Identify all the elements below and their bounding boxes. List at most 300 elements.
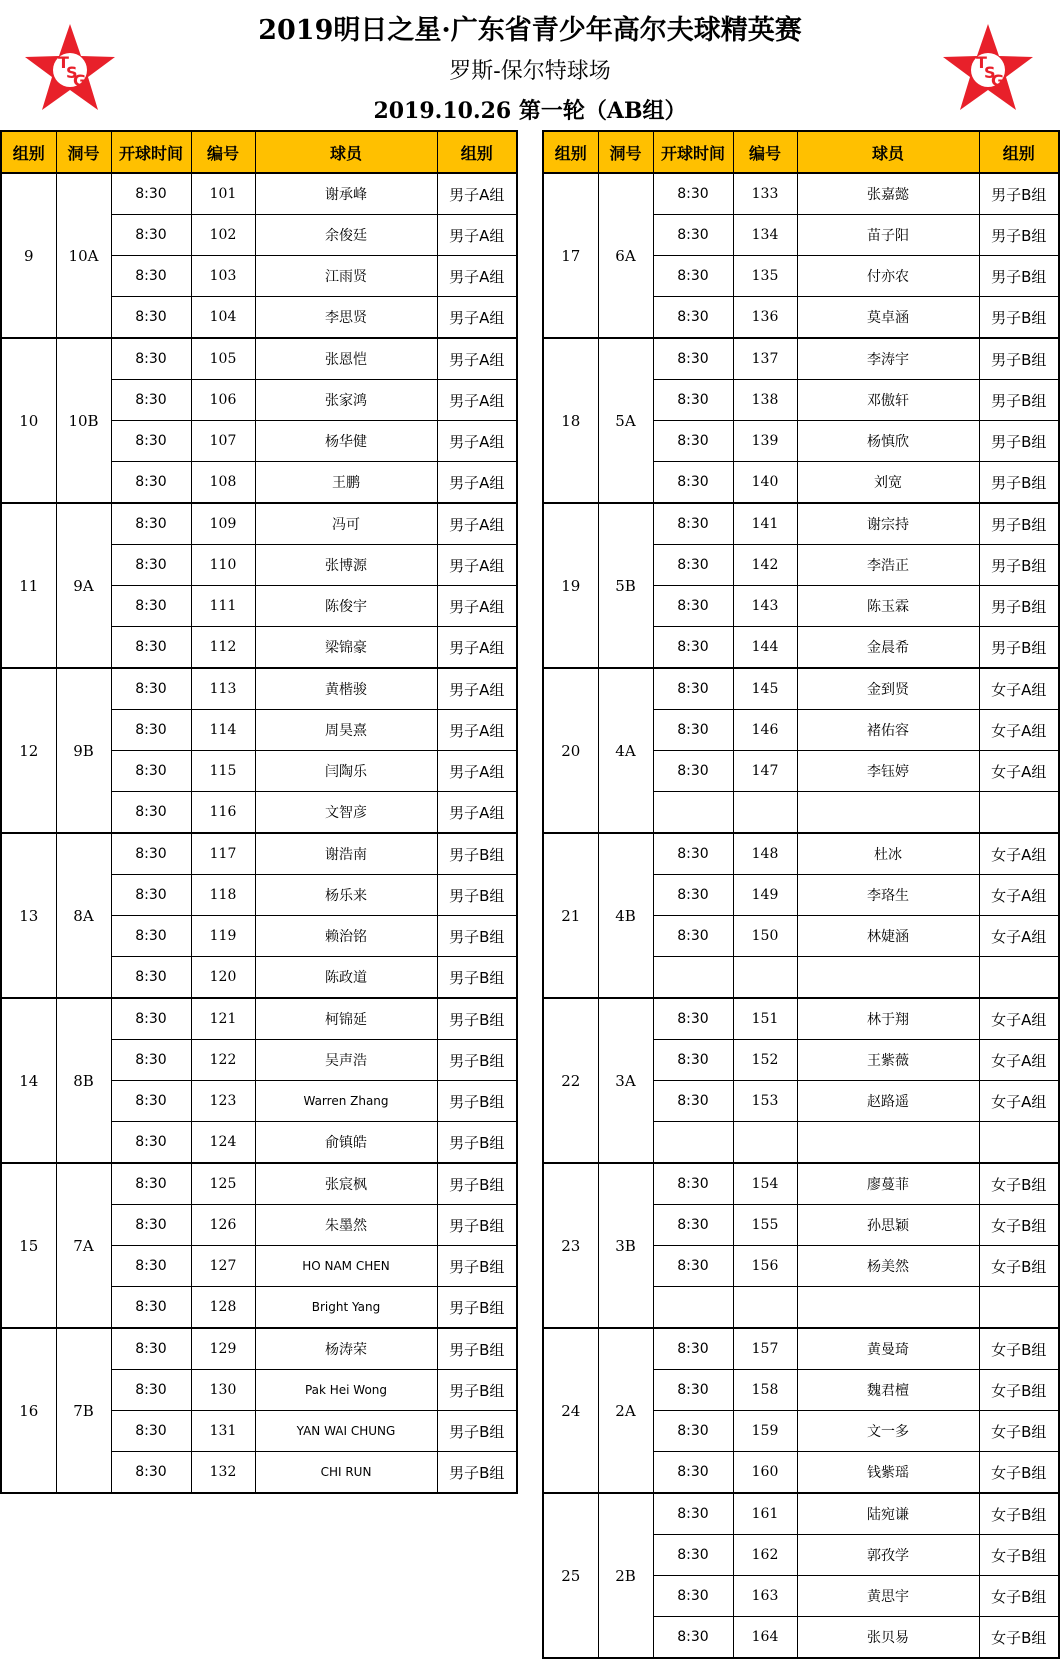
- column-header: 洞号: [56, 131, 111, 173]
- player-category: 男子B组: [437, 1122, 517, 1164]
- player-name: 吴声浩: [255, 1040, 437, 1081]
- player-number: 112: [191, 627, 255, 669]
- player-name: [797, 792, 979, 834]
- player-category: 女子A组: [979, 998, 1059, 1040]
- player-name: 金到贤: [797, 668, 979, 710]
- tee-time: 8:30: [111, 1081, 191, 1122]
- group-number: 18: [543, 338, 598, 503]
- column-header: 组别: [1, 131, 56, 173]
- player-name: 黄楷骏: [255, 668, 437, 710]
- player-category: 男子A组: [437, 215, 517, 256]
- table-row: [543, 173, 1059, 215]
- player-category: 女子B组: [979, 1205, 1059, 1246]
- player-name: 杨慎欣: [797, 421, 979, 462]
- player-category: 女子A组: [979, 916, 1059, 957]
- player-category: 女子B组: [979, 1246, 1059, 1287]
- hole-number: 9B: [56, 668, 111, 833]
- player-category: 男子B组: [437, 833, 517, 875]
- player-category: 男子A组: [437, 338, 517, 380]
- table-row: [1, 668, 517, 710]
- player-category: 女子B组: [979, 1576, 1059, 1617]
- player-number: 115: [191, 751, 255, 792]
- player-name: 陈俊宇: [255, 586, 437, 627]
- player-category: 男子A组: [437, 627, 517, 669]
- tee-time: 8:30: [653, 1205, 733, 1246]
- player-number: 114: [191, 710, 255, 751]
- tee-time: 8:30: [653, 833, 733, 875]
- player-number: 151: [733, 998, 797, 1040]
- player-name: Warren Zhang: [255, 1081, 437, 1122]
- player-name: 张宸枫: [255, 1163, 437, 1205]
- tee-time: 8:30: [111, 545, 191, 586]
- column-header: 开球时间: [111, 131, 191, 173]
- tee-time: 8:30: [111, 1452, 191, 1494]
- player-number: 128: [191, 1287, 255, 1329]
- player-name: [797, 1287, 979, 1329]
- player-name: 谢承峰: [255, 173, 437, 215]
- player-name: 梁锦豪: [255, 627, 437, 669]
- tee-time: 8:30: [653, 1493, 733, 1535]
- player-name: 莫卓涵: [797, 297, 979, 339]
- table-row: [543, 1493, 1059, 1535]
- tee-time: 8:30: [111, 710, 191, 751]
- player-category: 男子B组: [437, 1328, 517, 1370]
- player-number: 142: [733, 545, 797, 586]
- player-number: 160: [733, 1452, 797, 1494]
- player-name: YAN WAI CHUNG: [255, 1411, 437, 1452]
- player-number: 152: [733, 1040, 797, 1081]
- hole-number: 10B: [56, 338, 111, 503]
- player-number: 133: [733, 173, 797, 215]
- player-name: 李思贤: [255, 297, 437, 339]
- tee-time: 8:30: [653, 1617, 733, 1659]
- tee-time: 8:30: [653, 297, 733, 339]
- player-category: 女子A组: [979, 1081, 1059, 1122]
- player-name: 孙思颖: [797, 1205, 979, 1246]
- group-number: 17: [543, 173, 598, 338]
- player-name: 黄曼琦: [797, 1328, 979, 1370]
- player-name: 朱墨然: [255, 1205, 437, 1246]
- tee-time: 8:30: [653, 421, 733, 462]
- player-category: 女子B组: [979, 1452, 1059, 1494]
- tee-time: 8:30: [111, 1411, 191, 1452]
- player-number: 136: [733, 297, 797, 339]
- player-category: 男子A组: [437, 586, 517, 627]
- player-category: 女子A组: [979, 1040, 1059, 1081]
- player-category: [979, 1287, 1059, 1329]
- player-name: 王鹏: [255, 462, 437, 504]
- tee-time: 8:30: [653, 751, 733, 792]
- player-name: [797, 1122, 979, 1164]
- player-number: 134: [733, 215, 797, 256]
- player-number: 141: [733, 503, 797, 545]
- table-row: [543, 668, 1059, 710]
- player-name: 张恩恺: [255, 338, 437, 380]
- column-header: 组别: [437, 131, 517, 173]
- player-number: 146: [733, 710, 797, 751]
- tee-time: 8:30: [111, 462, 191, 504]
- document-title: 2019明日之星·广东省青少年高尔夫球精英赛: [258, 15, 802, 46]
- player-number: 103: [191, 256, 255, 297]
- player-category: 男子A组: [437, 462, 517, 504]
- player-name: [797, 957, 979, 999]
- player-number: 162: [733, 1535, 797, 1576]
- player-category: 女子B组: [979, 1535, 1059, 1576]
- player-name: 文智彦: [255, 792, 437, 834]
- player-category: 男子B组: [979, 297, 1059, 339]
- tee-time: 8:30: [111, 586, 191, 627]
- hole-number: 8B: [56, 998, 111, 1163]
- tee-time: 8:30: [111, 957, 191, 999]
- table-row: [1, 503, 517, 545]
- player-category: [979, 792, 1059, 834]
- player-number: 106: [191, 380, 255, 421]
- tee-time: 8:30: [653, 916, 733, 957]
- tee-time: 8:30: [111, 1163, 191, 1205]
- player-number: 144: [733, 627, 797, 669]
- tee-time: [653, 792, 733, 834]
- player-name: 张贝易: [797, 1617, 979, 1659]
- player-category: [979, 957, 1059, 999]
- tee-time: 8:30: [111, 297, 191, 339]
- player-category: 男子B组: [437, 1081, 517, 1122]
- column-header: 开球时间: [653, 131, 733, 173]
- tee-time: 8:30: [653, 503, 733, 545]
- tee-time: 8:30: [111, 875, 191, 916]
- player-number: 129: [191, 1328, 255, 1370]
- player-number: 153: [733, 1081, 797, 1122]
- player-name: 柯锦延: [255, 998, 437, 1040]
- player-name: 王紫薇: [797, 1040, 979, 1081]
- tee-time: 8:30: [111, 1370, 191, 1411]
- player-number: 116: [191, 792, 255, 834]
- player-name: 郭孜学: [797, 1535, 979, 1576]
- player-number: 102: [191, 215, 255, 256]
- player-name: 褚佑容: [797, 710, 979, 751]
- table-row: [543, 998, 1059, 1040]
- player-name: 江雨贤: [255, 256, 437, 297]
- player-number: 109: [191, 503, 255, 545]
- player-name: 陈政道: [255, 957, 437, 999]
- tee-time: 8:30: [111, 1328, 191, 1370]
- player-category: 男子B组: [437, 957, 517, 999]
- tee-time: 8:30: [111, 421, 191, 462]
- table-row: [543, 1328, 1059, 1370]
- svg-text:S: S: [984, 63, 996, 82]
- player-number: 150: [733, 916, 797, 957]
- player-name: 刘宽: [797, 462, 979, 504]
- player-number: 154: [733, 1163, 797, 1205]
- player-number: 138: [733, 380, 797, 421]
- player-number: 126: [191, 1205, 255, 1246]
- player-name: 陈玉霖: [797, 586, 979, 627]
- tee-time: 8:30: [653, 875, 733, 916]
- player-name: 文一多: [797, 1411, 979, 1452]
- player-name: 谢浩南: [255, 833, 437, 875]
- player-number: 164: [733, 1617, 797, 1659]
- player-number: 107: [191, 421, 255, 462]
- svg-text:G: G: [991, 71, 1005, 90]
- group-number: 13: [1, 833, 56, 998]
- player-category: 男子B组: [979, 462, 1059, 504]
- tee-time-table-left: [0, 130, 518, 1494]
- player-number: 118: [191, 875, 255, 916]
- player-category: 男子A组: [437, 792, 517, 834]
- player-number: 145: [733, 668, 797, 710]
- table-row: [1, 338, 517, 380]
- player-category: 男子B组: [437, 1287, 517, 1329]
- player-category: 男子A组: [437, 297, 517, 339]
- player-number: 113: [191, 668, 255, 710]
- group-number: 16: [1, 1328, 56, 1493]
- player-category: 男子B组: [979, 421, 1059, 462]
- player-number: 131: [191, 1411, 255, 1452]
- player-category: 男子A组: [437, 421, 517, 462]
- tee-time: [653, 1122, 733, 1164]
- player-number: 105: [191, 338, 255, 380]
- player-number: 117: [191, 833, 255, 875]
- player-category: 男子B组: [979, 173, 1059, 215]
- player-category: 女子A组: [979, 875, 1059, 916]
- hole-number: 5A: [598, 338, 653, 503]
- tee-time: 8:30: [111, 792, 191, 834]
- table-row: [543, 338, 1059, 380]
- tee-time: 8:30: [111, 215, 191, 256]
- player-category: 男子B组: [979, 215, 1059, 256]
- hole-number: 5B: [598, 503, 653, 668]
- player-name: 林于翔: [797, 998, 979, 1040]
- player-category: 女子A组: [979, 668, 1059, 710]
- player-category: 女子B组: [979, 1493, 1059, 1535]
- tee-time: 8:30: [653, 215, 733, 256]
- player-name: 李珞生: [797, 875, 979, 916]
- player-category: 男子A组: [437, 751, 517, 792]
- player-category: 男子B组: [437, 1411, 517, 1452]
- player-number: 156: [733, 1246, 797, 1287]
- group-number: 20: [543, 668, 598, 833]
- player-category: 男子B组: [979, 380, 1059, 421]
- tee-time: 8:30: [653, 1246, 733, 1287]
- player-category: 男子B组: [979, 503, 1059, 545]
- round-title: 2019.10.26 第一轮（AB组）: [373, 98, 687, 124]
- player-number: 132: [191, 1452, 255, 1494]
- player-number: 159: [733, 1411, 797, 1452]
- tee-time: 8:30: [111, 1287, 191, 1329]
- player-number: 163: [733, 1576, 797, 1617]
- table-row: [543, 1163, 1059, 1205]
- table-row: [1, 173, 517, 215]
- player-number: 137: [733, 338, 797, 380]
- player-number: 140: [733, 462, 797, 504]
- player-name: 李钰婷: [797, 751, 979, 792]
- player-name: 邓傲轩: [797, 380, 979, 421]
- group-number: 15: [1, 1163, 56, 1328]
- player-name: 周昊熹: [255, 710, 437, 751]
- player-category: 男子B组: [437, 998, 517, 1040]
- tee-time: 8:30: [653, 586, 733, 627]
- table-row: [1, 998, 517, 1040]
- player-category: 男子B组: [437, 1040, 517, 1081]
- player-name: 陆宛谦: [797, 1493, 979, 1535]
- player-number: 143: [733, 586, 797, 627]
- tee-time: 8:30: [653, 1081, 733, 1122]
- player-name: 杨华健: [255, 421, 437, 462]
- tee-time: 8:30: [653, 380, 733, 421]
- column-header: 洞号: [598, 131, 653, 173]
- player-number: 161: [733, 1493, 797, 1535]
- table-header-row: [1, 131, 517, 173]
- player-category: 男子B组: [979, 256, 1059, 297]
- player-name: 杨涛荣: [255, 1328, 437, 1370]
- hole-number: 10A: [56, 173, 111, 338]
- hole-number: 3B: [598, 1163, 653, 1328]
- group-number: 22: [543, 998, 598, 1163]
- tee-time: 8:30: [111, 380, 191, 421]
- player-number: 148: [733, 833, 797, 875]
- group-number: 14: [1, 998, 56, 1163]
- player-name: 杨乐来: [255, 875, 437, 916]
- player-number: 127: [191, 1246, 255, 1287]
- player-name: 廖蔓菲: [797, 1163, 979, 1205]
- tee-time: 8:30: [653, 1040, 733, 1081]
- player-name: 张博源: [255, 545, 437, 586]
- tee-time: 8:30: [111, 256, 191, 297]
- tee-time: 8:30: [111, 1205, 191, 1246]
- player-name: 冯可: [255, 503, 437, 545]
- player-category: 女子B组: [979, 1163, 1059, 1205]
- player-category: 女子A组: [979, 751, 1059, 792]
- tee-time: 8:30: [653, 1535, 733, 1576]
- player-name: 钱紫瑶: [797, 1452, 979, 1494]
- player-category: 男子A组: [437, 545, 517, 586]
- player-name: HO NAM CHEN: [255, 1246, 437, 1287]
- player-number: 101: [191, 173, 255, 215]
- player-number: [733, 792, 797, 834]
- hole-number: 2A: [598, 1328, 653, 1493]
- player-category: 女子A组: [979, 833, 1059, 875]
- player-name: 张家鸿: [255, 380, 437, 421]
- table-row: [1, 1163, 517, 1205]
- svg-text:T: T: [58, 53, 69, 72]
- player-category: 男子A组: [437, 256, 517, 297]
- player-name: 余俊廷: [255, 215, 437, 256]
- column-header: 编号: [191, 131, 255, 173]
- player-number: 135: [733, 256, 797, 297]
- page-header: [0, 0, 1060, 128]
- player-category: [979, 1122, 1059, 1164]
- player-number: 149: [733, 875, 797, 916]
- group-number: 24: [543, 1328, 598, 1493]
- player-category: 男子B组: [437, 1205, 517, 1246]
- player-number: 108: [191, 462, 255, 504]
- player-category: 女子B组: [979, 1617, 1059, 1659]
- player-name: 李浩正: [797, 545, 979, 586]
- player-name: 付亦农: [797, 256, 979, 297]
- column-header: 组别: [979, 131, 1059, 173]
- player-name: 黄思宇: [797, 1576, 979, 1617]
- player-category: 男子B组: [437, 1370, 517, 1411]
- tee-time: [653, 1287, 733, 1329]
- player-category: 女子B组: [979, 1370, 1059, 1411]
- player-name: 李涛宇: [797, 338, 979, 380]
- tee-time: 8:30: [111, 1040, 191, 1081]
- player-number: 157: [733, 1328, 797, 1370]
- tee-time: 8:30: [653, 1576, 733, 1617]
- venue-title: 罗斯-保尔特球场: [449, 59, 611, 84]
- player-number: [733, 957, 797, 999]
- star-logo-icon: [938, 20, 1038, 120]
- svg-text:G: G: [73, 71, 87, 90]
- player-category: 男子B组: [979, 338, 1059, 380]
- group-number: 9: [1, 173, 56, 338]
- player-category: 男子B组: [437, 875, 517, 916]
- player-category: 男子B组: [437, 1246, 517, 1287]
- column-header: 球员: [797, 131, 979, 173]
- tee-time: 8:30: [653, 256, 733, 297]
- group-number: 25: [543, 1493, 598, 1658]
- hole-number: 4B: [598, 833, 653, 998]
- player-number: [733, 1122, 797, 1164]
- player-category: 男子A组: [437, 668, 517, 710]
- tee-time: 8:30: [653, 627, 733, 669]
- player-category: 女子B组: [979, 1411, 1059, 1452]
- column-header: 组别: [543, 131, 598, 173]
- player-name: 俞镇皓: [255, 1122, 437, 1164]
- tee-time: 8:30: [653, 338, 733, 380]
- player-category: 男子B组: [979, 545, 1059, 586]
- hole-number: 9A: [56, 503, 111, 668]
- player-number: 155: [733, 1205, 797, 1246]
- player-number: 124: [191, 1122, 255, 1164]
- tee-time: 8:30: [653, 1328, 733, 1370]
- hole-number: 7A: [56, 1163, 111, 1328]
- tee-time: 8:30: [653, 545, 733, 586]
- table-row: [1, 1328, 517, 1370]
- player-name: 林婕涵: [797, 916, 979, 957]
- tee-time: 8:30: [653, 1411, 733, 1452]
- player-number: 158: [733, 1370, 797, 1411]
- tee-time: 8:30: [653, 668, 733, 710]
- hole-number: 2B: [598, 1493, 653, 1658]
- tee-time-table-right: [542, 130, 1060, 1659]
- tee-time: 8:30: [111, 833, 191, 875]
- table-row: [543, 833, 1059, 875]
- tee-time: 8:30: [653, 998, 733, 1040]
- player-name: 张嘉懿: [797, 173, 979, 215]
- tee-time: 8:30: [111, 503, 191, 545]
- column-header: 球员: [255, 131, 437, 173]
- tee-time: 8:30: [111, 627, 191, 669]
- table-row: [1, 833, 517, 875]
- hole-number: 7B: [56, 1328, 111, 1493]
- table-row: [543, 503, 1059, 545]
- tee-time: 8:30: [111, 1122, 191, 1164]
- hole-number: 8A: [56, 833, 111, 998]
- group-number: 12: [1, 668, 56, 833]
- tee-time: [653, 957, 733, 999]
- player-name: 赵路遥: [797, 1081, 979, 1122]
- player-category: 男子B组: [979, 586, 1059, 627]
- tee-time: 8:30: [111, 1246, 191, 1287]
- hole-number: 4A: [598, 668, 653, 833]
- tsg-logo-right: [938, 20, 1038, 120]
- hole-number: 6A: [598, 173, 653, 338]
- player-category: 男子B组: [437, 1163, 517, 1205]
- player-number: 122: [191, 1040, 255, 1081]
- player-category: 男子B组: [979, 627, 1059, 669]
- player-number: 147: [733, 751, 797, 792]
- player-category: 男子A组: [437, 503, 517, 545]
